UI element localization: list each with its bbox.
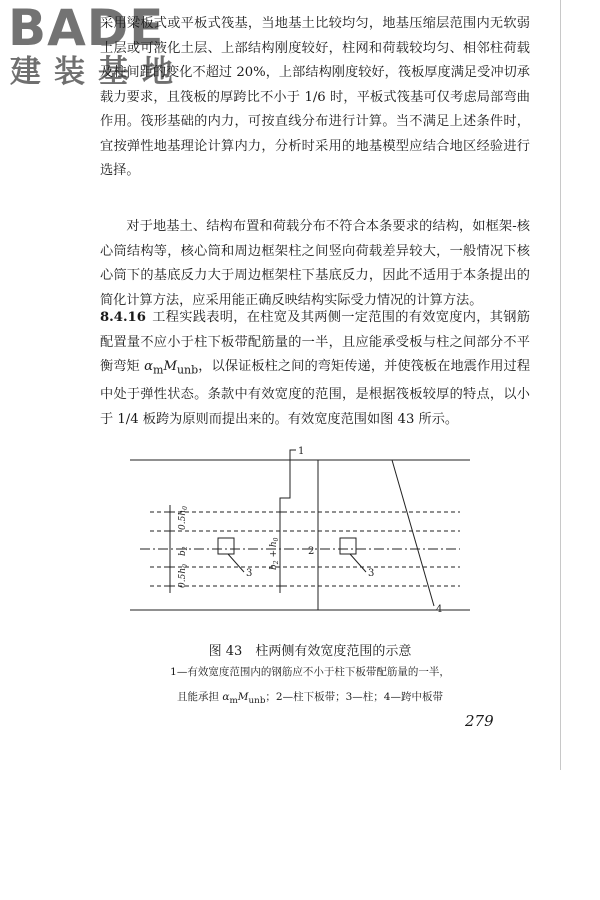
logo-subtitle: 建装基地: [10, 54, 186, 90]
leader-4: [392, 460, 434, 606]
figure-caption: 图 43 柱两侧有效宽度范围的示意: [208, 644, 412, 659]
alpha-subscript: m: [153, 363, 164, 377]
paragraph-text: 采用梁板式或平板式筏基，当地基土比较均匀，地基压缩层范围内无软弱土层或可液化土层、上部结构刚度较好，柱网和荷载较均匀、相邻柱荷载及柱间距的变化不超过 20%，上部结构刚度较好，筏板厚度满足受冲切承载力要求，且筏板的厚跨比不小于 1/6 时，平板式筏基可仅考虑局部弯曲作用。筏形基础的内力，可按直线分布进行计算。当不满足上述条件时，宜按弹性地基理论计算内力，分析时采用的地基模型应结合地区经验进行选择。: [100, 16, 530, 178]
paragraph-text: 工程实践表明，在柱宽及其两侧一定范围的有效宽度内，其钢筋配置量不应小于柱下板带配筋量的一半，且应能承受板与柱之间部分不平衡弯矩: [100, 310, 530, 374]
alpha-symbol: α: [144, 359, 154, 374]
label-3-left: 3: [246, 568, 253, 579]
leader-1: [280, 450, 296, 512]
leader-3a: [228, 554, 244, 572]
alpha-symbol: α: [222, 691, 230, 703]
column-left: [218, 538, 234, 554]
label-2: 2: [308, 546, 315, 557]
page-number: 279: [465, 712, 494, 730]
moment-symbol: M: [237, 691, 249, 703]
dim-top: $0.5h_0$: [178, 506, 189, 530]
paragraph-text: ，以保证板柱之间的弯矩传递，并使筏板在地震作用过程中处于弹性状态。条款中有效宽度的范围，是根据筏板较厚的特点，以小于 1/4 板跨为原则而提出来的。有效宽度范围如图 43 所示。: [100, 359, 531, 427]
label-4: 4: [436, 604, 443, 615]
leader-3b: [350, 554, 366, 572]
dim-span: $b_2 + h_0$: [269, 537, 280, 570]
paragraph-text: 对于地基土、结构布置和荷载分布不符合本条要求的结构，如框架-核心筒结构等，核心筒和周边框架柱之间竖向荷载差异较大，一般情况下核心筒下的基底反力大于周边框架柱下基底反力，因此不适用于本条提出的简化计算方法，应采用能正确反映结构实际受力情况的计算方法。: [100, 219, 530, 308]
moment-subscript: unb: [176, 363, 199, 377]
label-1: 1: [298, 446, 305, 457]
figure-note-2: 且能承担 $\alpha_mM_{unb}$；2—柱下板带；3—柱；4—跨中板带: [177, 691, 443, 707]
dim-mid: $b_2$: [178, 546, 189, 556]
figure-note-1: 1—有效宽度范围内的钢筋应不小于柱下板带配筋量的一半，: [170, 666, 450, 678]
column-right: [340, 538, 356, 554]
section-number: 8.4.16: [100, 310, 146, 325]
moment-symbol: M: [163, 359, 177, 374]
logo-wordmark: BADE: [8, 0, 165, 57]
dim-bottom: $0.5h_0$: [178, 564, 189, 588]
label-3-right: 3: [368, 568, 375, 579]
